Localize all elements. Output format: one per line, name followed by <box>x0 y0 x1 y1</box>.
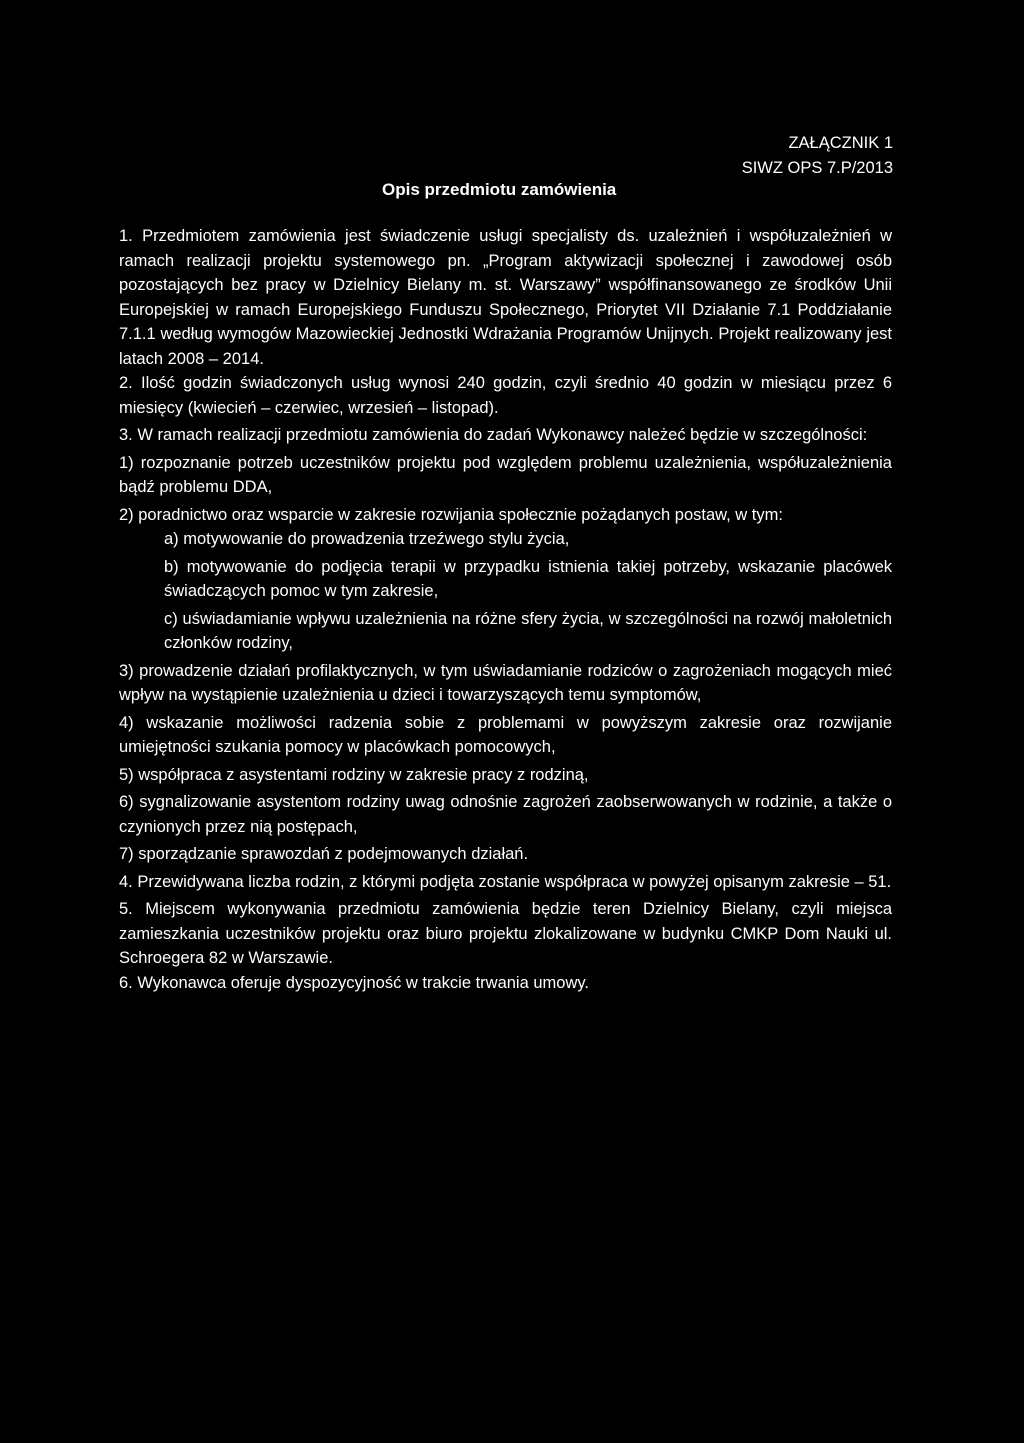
list-item-7: 7) sporządzanie sprawozdań z podejmowanych działań. <box>119 845 529 863</box>
list-item-3: 3) prowadzenie działań profilaktycznych, w tym uświadamianie rodziców o zagrożeniach mogących mieć wpływ na wystąpienie uzależnienia u dzieci i towarzyszących temu symptomów, <box>119 661 892 704</box>
list-item-4: 4) wskazanie możliwości radzenia sobie z problemami w powyższym zakresie oraz rozwijanie umiejętności szukania pomocy w placówkach pomocowych, <box>119 713 892 756</box>
list-item-1: 1) rozpoznanie potrzeb uczestników projektu pod względem problemu uzależnienia, współuzależnienia bądź problemu DDA, <box>119 453 892 496</box>
paragraph-6: 6. Wykonawca oferuje dyspozycyjność w trakcie trwania umowy. <box>119 973 589 992</box>
paragraph-2: 2. Ilość godzin świadczonych usług wynosi 240 godzin, czyli średnio 40 godzin w miesiącu przez 6 miesięcy (kwiecień – czerwiec, wrzesień – listopad). <box>119 374 892 417</box>
paragraph-5: 5. Miejscem wykonywania przedmiotu zamówienia będzie teren Dzielnicy Bielany, czyli miejsca zamieszkania uczestników projektu oraz biuro projektu zlokalizowane w budynku CMKP Dom Nauki ul. Schroegera 82 w Warszawie. <box>119 900 892 967</box>
annex-label: ZAŁĄCZNIK 1 <box>788 134 893 152</box>
paragraph-3: 3. W ramach realizacji przedmiotu zamówienia do zadań Wykonawcy należeć będzie w szczególności: <box>119 426 868 444</box>
document-title: Opis przedmiotu zamówienia <box>382 180 617 199</box>
list-item-5: 5) współpraca z asystentami rodziny w zakresie pracy z rodziną, <box>119 765 589 784</box>
paragraph-4: 4. Przewidywana liczba rodzin, z którymi podjęta zostanie współpraca w powyżej opisanym zakresie – 51. <box>119 872 892 891</box>
document-header <box>742 131 893 181</box>
reference-number: SIWZ OPS 7.P/2013 <box>741 159 893 177</box>
sub-item-a: a) motywowanie do prowadzenia trzeźwego stylu życia, <box>164 530 570 548</box>
document-body <box>119 224 892 995</box>
sub-item-b: b) motywowanie do podjęcia terapii w przypadku istnienia takiej potrzeby, wskazanie placówek świadczących pomoc w tym zakresie, <box>164 557 892 600</box>
list-item-2: 2) poradnictwo oraz wsparcie w zakresie rozwijania społecznie pożądanych postaw, w tym: <box>119 505 783 524</box>
list-item-6: 6) sygnalizowanie asystentom rodziny uwag odnośnie zagrożeń zaobserwowanych w rodzinie, a także o czynionych przez nią postępach, <box>119 793 892 836</box>
paragraph-1: 1. Przedmiotem zamówienia jest świadczenie usługi specjalisty ds. uzależnień i współuzależnień w ramach realizacji projektu systemowego pn. „Program aktywizacji społecznej i zawodowej osób pozostających bez pracy w Dzielnicy Bielany m. st. Warszawy” współfinansowanego ze środków Unii Europejskiej w ramach Europejskiego Funduszu Społecznego, Priorytet VII Działanie 7.1 Poddziałanie 7.1.1 według wymogów Mazowieckiej Jednostki Wdrażania Programów Unijnych. Projekt realizowany jest latach 2008 – 2014. <box>119 227 892 368</box>
sub-item-c: c) uświadamianie wpływu uzależnienia na różne sfery życia, w szczególności na rozwój małoletnich członków rodziny, <box>164 609 892 652</box>
